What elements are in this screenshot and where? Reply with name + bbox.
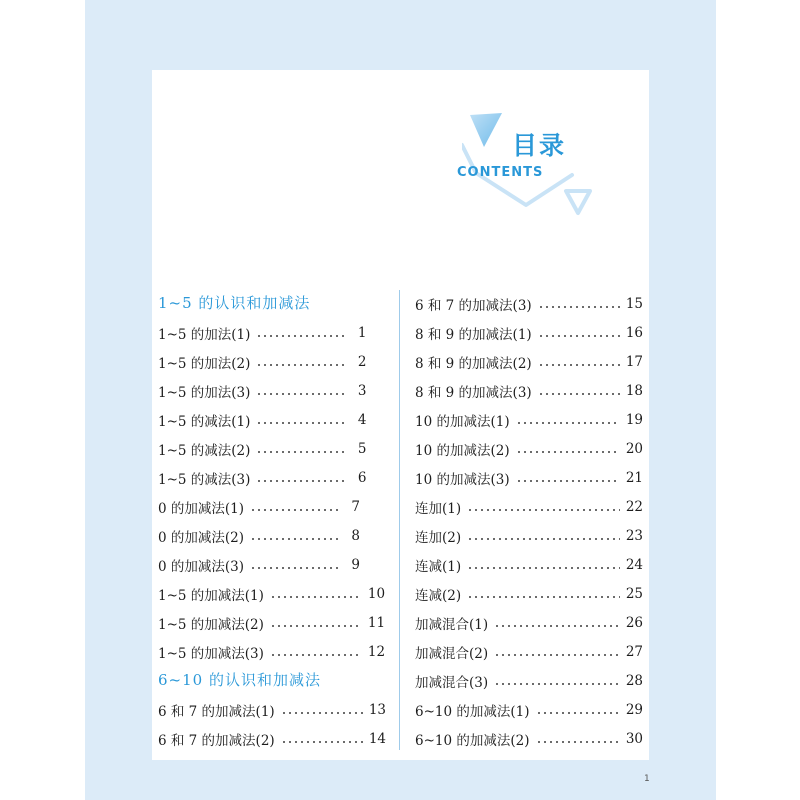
toc-entry-label: 0 的加减法(2) [158, 529, 245, 546]
toc-entry-label: 加减混合(3) [415, 674, 489, 691]
toc-entry-page: 4 [357, 411, 367, 428]
toc-column-left [158, 289, 386, 753]
toc-entry-page: 24 [625, 556, 643, 573]
toc-entry-page: 10 [367, 585, 386, 602]
toc-entry-page: 25 [625, 585, 643, 602]
toc-entry-label: 10 的加减法(2) [415, 442, 510, 459]
dot-leader [538, 364, 620, 366]
dot-leader [250, 538, 342, 540]
dot-leader [250, 567, 342, 569]
toc-entry[interactable] [158, 550, 386, 579]
dot-leader [270, 654, 362, 656]
dot-leader [256, 480, 348, 482]
toc-entry-page: 11 [367, 614, 386, 631]
toc-entry-label: 加减混合(2) [415, 645, 489, 662]
toc-entry[interactable] [415, 666, 643, 695]
dot-leader [256, 393, 348, 395]
toc-entry-label: 8 和 9 的加减法(2) [415, 355, 532, 372]
toc-entry[interactable] [415, 434, 643, 463]
toc-entry[interactable] [415, 550, 643, 579]
toc-entry-label: 8 和 9 的加减法(3) [415, 384, 532, 401]
page-number: 1 [644, 774, 650, 784]
column-divider [399, 290, 400, 750]
toc-entry[interactable] [158, 608, 386, 637]
dot-leader [467, 567, 620, 569]
toc-entry-page: 17 [625, 353, 643, 370]
toc-entry[interactable] [158, 347, 386, 376]
toc-entry[interactable] [415, 289, 643, 318]
toc-entry-page: 6 [357, 469, 367, 486]
toc-entry-page: 16 [625, 324, 643, 341]
toc-entry-page: 1 [357, 324, 367, 341]
toc-entry-page: 18 [625, 382, 643, 399]
toc-entry-label: 10 的加减法(3) [415, 471, 510, 488]
toc-entry[interactable] [158, 318, 386, 347]
dot-leader [536, 712, 620, 714]
toc-entry-page: 29 [625, 701, 643, 718]
toc-entry-page: 30 [625, 730, 643, 747]
toc-entry[interactable] [158, 521, 386, 550]
dot-leader [494, 654, 620, 656]
dot-leader [256, 335, 348, 337]
toc-entry-page: 5 [357, 440, 367, 457]
dot-leader [516, 480, 620, 482]
toc-entry[interactable] [415, 405, 643, 434]
toc-entry-label: 6 和 7 的加减法(3) [415, 297, 532, 314]
toc-entry-page: 7 [351, 498, 361, 515]
toc-entry[interactable] [415, 724, 643, 753]
toc-entry[interactable] [415, 608, 643, 637]
toc-entry[interactable] [415, 637, 643, 666]
toc-entry-page: 26 [625, 614, 643, 631]
toc-entry[interactable] [158, 376, 386, 405]
toc-entry[interactable] [415, 521, 643, 550]
toc-entry-label: 连减(1) [415, 558, 462, 575]
toc-entry-label: 加减混合(1) [415, 616, 489, 633]
toc-entry-label: 1~5 的减法(3) [158, 471, 251, 488]
dot-leader [281, 741, 363, 743]
toc-entry[interactable] [415, 347, 643, 376]
toc-entry-page: 14 [368, 730, 386, 747]
toc-entry-page: 8 [351, 527, 361, 544]
dot-leader [538, 306, 620, 308]
toc-entry[interactable] [415, 318, 643, 347]
toc-entry-label: 1~5 的减法(1) [158, 413, 251, 430]
toc-entry-label: 6~10 的加减法(2) [415, 732, 530, 749]
toc-entry-label: 1~5 的加法(1) [158, 326, 251, 343]
dot-leader [467, 538, 620, 540]
dot-leader [467, 596, 620, 598]
toc-entry-label: 6 和 7 的加减法(1) [158, 703, 275, 720]
toc-entry-label: 8 和 9 的加减法(1) [415, 326, 532, 343]
toc-entry-label: 1~5 的加法(3) [158, 384, 251, 401]
toc-entry[interactable] [158, 405, 386, 434]
toc-entry-label: 1~5 的加减法(2) [158, 616, 264, 633]
dot-leader [494, 683, 620, 685]
toc-entry[interactable] [415, 376, 643, 405]
toc-entry-page: 21 [625, 469, 643, 486]
toc-entry-page: 22 [625, 498, 643, 515]
toc-entry-page: 23 [625, 527, 643, 544]
toc-entry-label: 1~5 的减法(2) [158, 442, 251, 459]
toc-entry[interactable] [158, 695, 386, 724]
toc-entry[interactable] [158, 724, 386, 753]
toc-entry[interactable] [415, 492, 643, 521]
toc-entry-page: 19 [625, 411, 643, 428]
toc-entry-page: 9 [351, 556, 361, 573]
toc-entry-label: 连加(2) [415, 529, 462, 546]
dot-leader [538, 393, 620, 395]
dot-leader [256, 364, 348, 366]
dot-leader [494, 625, 620, 627]
toc-entry-page: 3 [357, 382, 367, 399]
contents-subtitle: CONTENTS [457, 165, 544, 180]
toc-entry[interactable] [158, 463, 386, 492]
dot-leader [536, 741, 620, 743]
toc-entry-label: 1~5 的加法(2) [158, 355, 251, 372]
section-heading: 6~10 的认识和加减法 [158, 671, 321, 689]
toc-entry-label: 1~5 的加减法(3) [158, 645, 264, 662]
toc-entry-label: 连减(2) [415, 587, 462, 604]
toc-entry-page: 28 [625, 672, 643, 689]
toc-entry-page: 12 [367, 643, 386, 660]
toc-entry-label: 1~5 的加减法(1) [158, 587, 264, 604]
contents-title: 目录 [512, 131, 567, 160]
toc-entry[interactable] [415, 695, 643, 724]
toc-entry-label: 6~10 的加减法(1) [415, 703, 530, 720]
toc-entry-page: 2 [357, 353, 367, 370]
toc-entry[interactable] [158, 434, 386, 463]
toc-entry-label: 0 的加减法(3) [158, 558, 245, 575]
toc-entry-label: 6 和 7 的加减法(2) [158, 732, 275, 749]
toc-entry-page: 20 [625, 440, 643, 457]
toc-entry-page: 13 [368, 701, 386, 718]
dot-leader [270, 625, 362, 627]
toc-column-right [415, 289, 643, 753]
toc-entry-label: 10 的加减法(1) [415, 413, 510, 430]
toc-entry-page: 27 [625, 643, 643, 660]
dot-leader [516, 422, 620, 424]
toc-entry[interactable] [415, 463, 643, 492]
toc-entry-page: 15 [625, 295, 643, 312]
dot-leader [250, 509, 342, 511]
dot-leader [516, 451, 620, 453]
toc-entry-label: 0 的加减法(1) [158, 500, 245, 517]
toc-entry-label: 连加(1) [415, 500, 462, 517]
dot-leader [281, 712, 363, 714]
dot-leader [538, 335, 620, 337]
toc-entry[interactable] [158, 637, 386, 666]
toc-entry[interactable] [158, 492, 386, 521]
dot-leader [270, 596, 362, 598]
dot-leader [256, 422, 348, 424]
section-heading: 1~5 的认识和加减法 [158, 294, 311, 312]
toc-entry[interactable] [158, 579, 386, 608]
dot-leader [467, 509, 620, 511]
dot-leader [256, 451, 348, 453]
toc-entry[interactable] [415, 579, 643, 608]
